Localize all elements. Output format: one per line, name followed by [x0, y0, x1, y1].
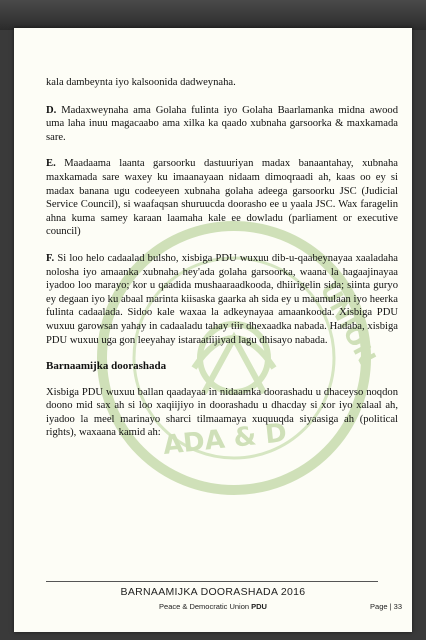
viewer-top-bar: [0, 0, 426, 30]
paragraph-continuation: [46, 76, 398, 90]
paragraph-label: D.: [46, 104, 57, 116]
paragraph-d: [46, 104, 398, 145]
paragraph-closing: Xisbiga PDU wuxuu ballan qaadayaa in nidaamka doorashadu u dhaceyso noqdon doono mid sax ah si loo xaqiijiyo in doorashadu u dhacday si xor iyo xalaal ah, iyadoo la meel marinayo sharci tilmaamaya xuquuqda siyaasiga ah (political rights), waxaana kamid ah:: [46, 386, 398, 439]
paragraph-text: Si loo helo cadaalad bulsho, xisbiga PDU wuxuu dib-u-qaabeynayaa xaaladaha nolosha iyo amaanka xubnaha hey'ada golaha garsoorka, waana la hagaajinayaa iyadoo loo marayo; kor u qaadida mushaaraadkooda, dhiirigelin sida; siinta guryo ey degaan iyo ku abaal marinta kiisaska gaarka ah sida ey u maamulaan iyo heerka fulinta cadaalada. Sidoo kale waxaa la adkeynayaa amaankooda. Xisbiga PDU wuxuu garowsan yahay in cadaaladu tahay tiir dhexaadka nabada. Hadaba, xisbiga PDU wuxuu uga gon leeyahay istaraatiijiyad lagu dhisayo nabada.: [46, 252, 398, 346]
footer-title: BARNAAMIJKA DOORASHADA 2016: [120, 586, 306, 598]
paragraph-text: kala dambeynta iyo kalsoonida dadweynaha.: [46, 77, 236, 88]
page-number: Page | 33: [370, 602, 402, 611]
seal-text-bottom: ADA & D: [161, 418, 289, 461]
paragraph-f: [46, 252, 398, 347]
seal-text-right: UNION: [314, 277, 382, 370]
paragraph-label: F.: [46, 252, 55, 264]
page-content: [46, 76, 398, 453]
paragraph-text: Madaxweynaha ama Golaha fulinta iyo Golaha Baarlamanka midna awood uma laha inuu magacaabo ama xilka ka qaado xubnaha garsoorka & maxkamada sare.: [46, 104, 398, 143]
footer-subtitle: [14, 602, 412, 611]
paragraph-text: Maadaama laanta garsoorku dastuuriyan madax banaantahay, xubnaha maxkamada sare waxey ku imaanayaan nidaam dimoqraadi ah, kaas oo ey si madax banana ugu codeeyeen xubnaha golaha adeega garsoorku JSC (Judicial Service Council), si waafaqsan shuruucda doorasho ee u yaala JSC. Wax faragelin ahna kuma samey karaan laamaha kale ee dowladu (parliament or executive council): [46, 158, 398, 238]
footer-divider: [46, 581, 378, 582]
paragraph-label: E.: [46, 158, 56, 170]
paragraph-e: [46, 157, 398, 239]
footer-subtitle-text: Peace & Democratic Union: [159, 602, 252, 611]
document-page: [14, 28, 412, 632]
footer-subtitle-bold: PDU: [251, 602, 267, 611]
section-heading: Barnaamijka doorashada: [46, 360, 167, 373]
